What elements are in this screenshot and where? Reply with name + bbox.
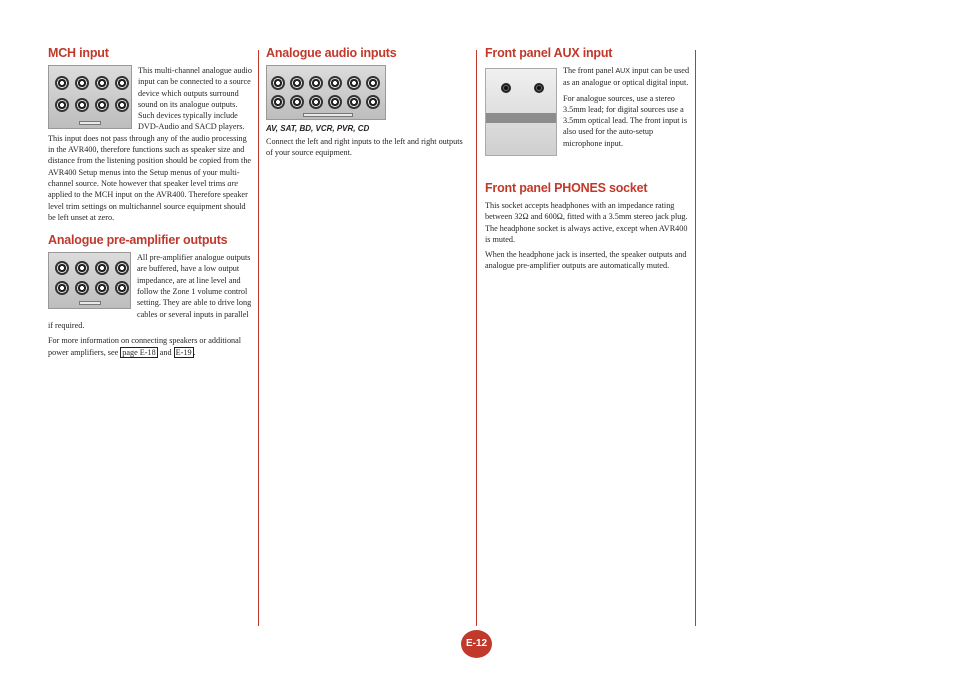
- page-number-badge: E-12: [461, 630, 492, 658]
- column-right: [485, 46, 690, 276]
- preamp-paragraph: All pre-amplifier analogue outputs are buffered, have a low output impedance, are at line level and follow the Zone 1 volume control setting. They are able to drive long cables or several inputs in parallel if required.: [48, 253, 252, 330]
- column-middle: [266, 46, 470, 163]
- page-link[interactable]: page E-18: [122, 347, 156, 357]
- mch-paragraph: This multi-channel analogue audio input can be connected to a source device which outputs surround sound on its analogue outputs. Such devices typically include DVD-Audio and SACD players. This input does not pass through any of the audio processing in the AVR400, therefore functions such as speaker size and distance from the listening position should be copied from the AVR400 Setup menus into the Setup menus of your multi-channel source. Note however that speaker level trims are applied to the MCH input on the AVR400. Therefore speaker level trim settings on multichannel source equipment should be left unset at zero.: [48, 66, 252, 222]
- aux-heading: Front panel AUX input: [485, 46, 613, 60]
- aux-paragraph-1: The front panel AUX input can be used as an analogue or optical digital input.: [563, 66, 690, 88]
- column-divider: [695, 50, 696, 626]
- analogue-caption: AV, SAT, BD, VCR, PVR, CD: [266, 124, 370, 133]
- mch-heading: MCH input: [48, 46, 109, 60]
- column-divider: [258, 50, 259, 626]
- phones-paragraph-1: This socket accepts headphones with an impedance rating between 32Ω and 600Ω, fitted with a 3.5mm stereo jack plug. The headphone socket is always active, except when AVR400 is muted.: [485, 201, 688, 244]
- page-link[interactable]: E-19: [175, 347, 192, 357]
- preamp-more-info: For more information on connecting speakers or additional power amplifiers, see page E-18 and E-19 .: [48, 336, 242, 357]
- analogue-paragraph: Connect the left and right inputs to the left and right outputs of your source equipment.: [266, 137, 463, 158]
- analogue-inputs-image: [266, 65, 386, 120]
- rca-panel-image: [48, 65, 132, 129]
- analogue-heading: Analogue audio inputs: [266, 46, 397, 60]
- column-left: [48, 46, 252, 362]
- front-panel-aux-phones-image: [485, 68, 557, 156]
- aux-paragraph-2: For analogue sources, use a stereo 3.5mm lead; for digital sources use a 3.5mm optical lead. The front input is also used for the auto-setup microphone input.: [563, 93, 688, 148]
- phones-paragraph-2: When the headphone jack is inserted, the speaker outputs and analogue pre-amplifier outputs are automatically muted.: [485, 250, 687, 271]
- front-panel-image: [485, 68, 557, 156]
- rca-panel-image: [48, 252, 131, 309]
- aux-jack: [501, 83, 511, 93]
- preamp-heading: Analogue pre-amplifier outputs: [48, 233, 228, 248]
- preamp-output-image: [48, 252, 131, 309]
- column-divider: [476, 50, 477, 626]
- mch-input-image: [48, 65, 132, 129]
- phones-heading: Front panel PHONES socket: [485, 181, 648, 195]
- phones-jack: [534, 83, 544, 93]
